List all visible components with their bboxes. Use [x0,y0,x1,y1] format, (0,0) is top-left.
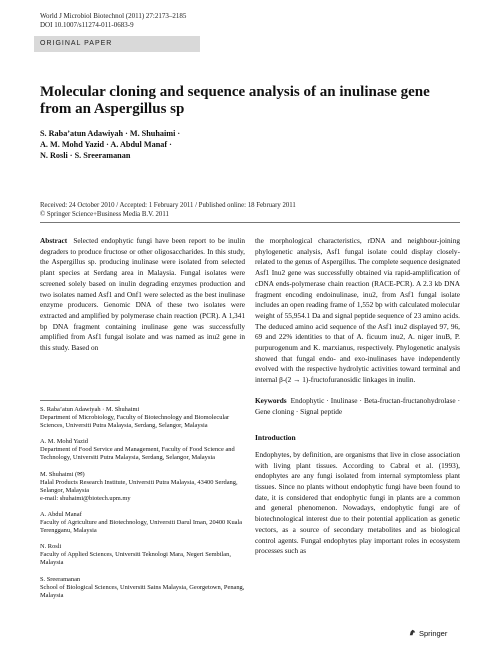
publication-dates [40,201,460,219]
abstract-text-right: the morphological characteristics, rDNA and neighbour-joining phylogenetic analysis, Asf1 fungal isolate could display closely-related to the genus of Aspergillus. The complete sequence designated Asf1 Inu2 gene was successfully obtained via rapid-amplification of cDNA ends-polymerase chain reaction (RACE-PCR). A 2.3 kb DNA fragment encoding endoinulinase, inu2, from Asf1 fungal isolate includes an open reading frame of 1,552 bp with calculated molecular weight of 55,954.1 Da and signal peptide sequence of 23 amino acids. The deduced amino acid sequence of the Asf1 inu2 displayed 97, 96, 69 and 22% identities to that of A. ficuum inu2, A. niger inuB, P. purpurogenum and K. marxianus, respectively. Phylogenetic analysis showed that fungal endo- and exo-inulinases have independently evolved with the respective hydrolytic activities toward terminal and internal β-(2 → 1)-fructofuranosidic linkages in inulin. [255,236,460,385]
introduction-heading: Introduction [255,433,296,443]
abstract-label: Abstract [40,236,68,245]
article-title: Molecular cloning and sequence analysis of an inulinase gene from an Aspergillus sp [40,84,430,117]
affiliation-entry: S. Raba’atun Adawiyah · M. Shuhaimi Department of Microbiology, Faculty of Biotechnology and Biomolecular Sciences, Universiti Putra Malaysia, Serdang, Selangor, Malaysia [40,406,230,430]
keywords-label: Keywords [255,395,287,405]
author-line: S. Raba’atun Adawiyah · M. Shuhaimi · [40,129,181,138]
publisher-name: Springer [419,629,448,638]
right-column [255,236,460,557]
received-dates: Received: 24 October 2010 / Accepted: 1 February 2011 / Published online: 18 February 2011 [40,202,296,209]
author-line: A. M. Mohd Yazid · A. Abdul Manaf · [40,140,172,149]
affiliation-entry: N. Rosli Faculty of Applied Sciences, Universiti Teknologi Mara, Negeri Sembilan, Malaysia [40,543,231,567]
header-divider [40,222,460,223]
keywords-text: Endophytic · Inulinase · Beta-fructan-fructanohydrolase · Gene cloning · Signal peptide [255,395,461,416]
affiliations [40,406,245,608]
abstract-text-left: Selected endophytic fungi have been report to be inulin degraders to produce fructose or other oligosaccharides. In this study, the Aspergillus sp. producing inulinase were isolated from selected plant species at Serdang area in Malaysia. Fungal isolates were screened solely based on inulin degrading enzymes production and two isolates named Asf1 and Onf1 were selected as the best inulinase enzyme producers. Genomic DNA of these two isolates were extracted and amplified by polymerase chain reaction (PCR). A 1,341 bp DNA fragment containing inulinase gene was successfully amplified from Asf1 fungal isolate and was named as inu2 gene in this study. Based on [40,236,245,353]
journal-doi: DOI 10.1007/s11274-011-0683-9 [40,21,134,29]
left-column [40,236,245,354]
publisher-footer [408,628,447,638]
affiliation-entry: A. Abdul Manaf Faculty of Agriculture and Biotechnology, Universiti Darul Iman, 20400 Kuala Terengganu, Malaysia [40,510,243,535]
affiliation-entry: A. M. Mohd Yazid Department of Food Service and Management, Faculty of Food Science and Technology, Universiti Putra Malaysia, Serdang, Selangor, Malaysia [40,438,235,462]
affiliation-entry: S. Sreeramanan School of Biological Sciences, Universiti Sains Malaysia, Georgetown, Penang, Malaysia [40,575,245,599]
journal-citation: World J Microbiol Biotechnol (2011) 27:2173–2185 [40,12,187,20]
author-line: N. Rosli · S. Sreeramanan [40,151,131,160]
journal-header [40,12,186,30]
author-list [40,128,340,161]
abstract-left [40,236,245,354]
springer-horse-icon [408,628,417,637]
affiliation-divider [40,400,120,401]
introduction-text: Endophytes, by definition, are organisms that live in close association with living plant tissues. According to Cabral et al. (1993), endophytes are any fungi isolated from internal symptomless plant tissues. Since no plants without endophytic fungi have been found to date, it is considered that endophytic fungi in plants are a common and general phenomenon. Nowadays, endophytic fungi are of biotechnological interest due to their potential application as genetic vectors, as a source of secondary metabolites and as biological control agents. Fungal endophytes play important roles in ecosystem processes such as [255,449,460,556]
keywords [255,396,460,417]
copyright-line: © Springer Science+Business Media B.V. 2011 [40,211,169,218]
affiliation-entry: M. Shuhaimi (✉) Halal Products Research Institute, Universiti Putra Malaysia, 43400 Serdang, Selangor, Malaysia e-mail: shuhaimi@biotech.upm.my [40,470,238,502]
article-type-banner: ORIGINAL PAPER [34,36,200,52]
